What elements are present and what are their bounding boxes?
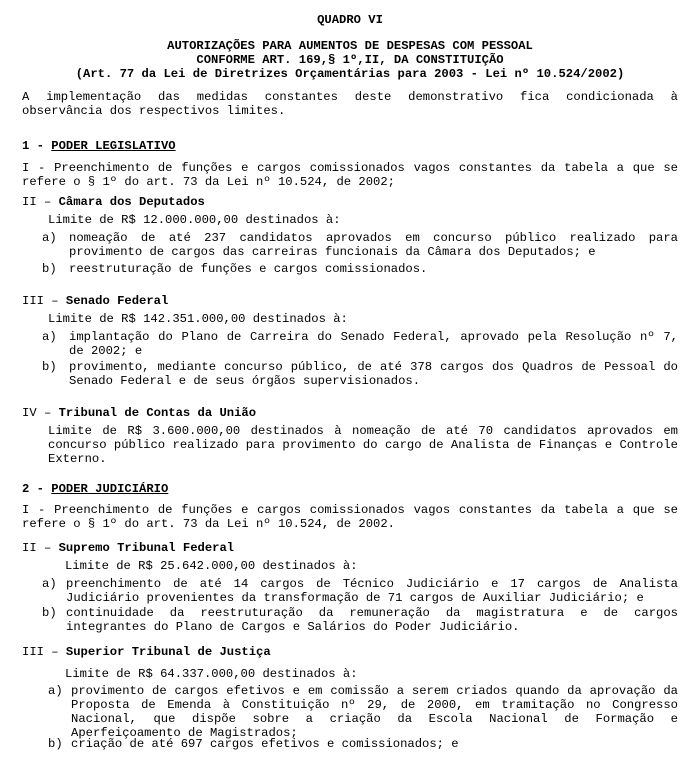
s1-iii-limit: Limite de R$ 142.351.000,00 destinados à:: [48, 312, 348, 326]
s2-ii-b: b) continuidade da reestruturação da remuneração da magistratura e de cargos integrantes do Plano de Cargos e Salários do Poder Judiciário.: [42, 606, 678, 634]
s2-item-ii-title: Supremo Tribunal Federal: [58, 541, 235, 555]
section-2-number: 2 -: [22, 482, 52, 496]
s1-item-i: I - Preenchimento de funções e cargos comissionados vagos constantes da tabela a que se refere o § 1º do art. 73 da Lei nº 10.524, de 2002;: [22, 161, 678, 189]
header-line-3: (Art. 77 da Lei de Diretrizes Orçamentárias para 2003 - Lei nº 10.524/2002): [75, 67, 625, 81]
s2-item-ii-heading: II – Supremo Tribunal Federal: [22, 541, 235, 555]
s1-item-iv-heading: IV – Tribunal de Contas da União: [22, 406, 257, 420]
section-1-number: 1 -: [22, 139, 52, 153]
s2-iii-b: b) criação de até 697 cargos efetivos e comissionados; e: [48, 737, 459, 751]
s2-iii-a: a) provimento de cargos efetivos e em comissão a serem criados quando da aprovação da Proposta de Emenda à Constituição nº 29, de 2000, em tramitação no Congresso Nacional, que dispõe sobre a criação da Escola Nacional de Formação e Aperfeiçoamento de Magistrados;: [48, 684, 678, 740]
s2-ii-limit: Limite de R$ 25.642.000,00 destinados à:: [65, 559, 358, 573]
section-2-heading: [22, 482, 168, 496]
header-line-2: CONFORME ART. 169,§ 1º,II, DA CONSTITUIÇÃO: [196, 53, 504, 67]
section-1-heading: [22, 139, 176, 153]
s1-item-ii-title: Câmara dos Deputados: [58, 195, 205, 209]
s2-ii-a: a) preenchimento de até 14 cargos de Técnico Judiciário e 17 cargos de Analista Judiciário provenientes da transformação de 71 cargos de Auxiliar Judiciário; e: [42, 577, 678, 605]
s1-iii-b: b) provimento, mediante concurso público, de até 378 cargos dos Quadros de Pessoal do Senado Federal e de seus órgãos supervisionados.: [42, 360, 678, 388]
section-2-title: PODER JUDICIÁRIO: [51, 482, 169, 496]
s1-ii-b: b) reestruturação de funções e cargos comissionados.: [42, 262, 428, 276]
s1-item-ii-heading: II – Câmara dos Deputados: [22, 195, 205, 209]
s1-item-iv-title: Tribunal de Contas da União: [58, 406, 257, 420]
s1-item-iii-heading: III – Senado Federal: [22, 294, 169, 308]
header-line-1: AUTORIZAÇÕES PARA AUMENTOS DE DESPESAS COM PESSOAL: [167, 39, 533, 53]
s2-item-iii-title: Superior Tribunal de Justiça: [65, 645, 271, 659]
intro-paragraph: A implementação das medidas constantes deste demonstrativo fica condicionada à observância dos respectivos limites.: [22, 90, 678, 118]
s1-item-iii-title: Senado Federal: [65, 294, 169, 308]
s1-iv-text: Limite de R$ 3.600.000,00 destinados à nomeação de até 70 candidatos aprovados em concurso público realizado para provimento do cargo de Analista de Finanças e Controle Externo.: [48, 424, 678, 466]
s1-ii-a: a) nomeação de até 237 candidatos aprovados em concurso público realizado para provimento de cargos das carreiras funcionais da Câmara dos Deputados; e: [42, 231, 678, 259]
section-1-title: PODER LEGISLATIVO: [51, 139, 176, 153]
s2-item-i: I - Preenchimento de funções e cargos comissionados vagos constantes da tabela a que se refere o § 1º do art. 73 da Lei nº 10.524, de 2002.: [22, 503, 678, 531]
s1-ii-limit: Limite de R$ 12.000.000,00 destinados à:: [48, 213, 341, 227]
document-header: [0, 39, 700, 81]
quadro-title: QUADRO VI: [317, 13, 383, 27]
s1-iii-a: a) implantação do Plano de Carreira do Senado Federal, aprovado pela Resolução nº 7, de 2002; e: [42, 330, 678, 358]
s2-iii-limit: Limite de R$ 64.337.000,00 destinados à:: [65, 667, 358, 681]
s2-item-iii-heading: III – Superior Tribunal de Justiça: [22, 645, 271, 659]
